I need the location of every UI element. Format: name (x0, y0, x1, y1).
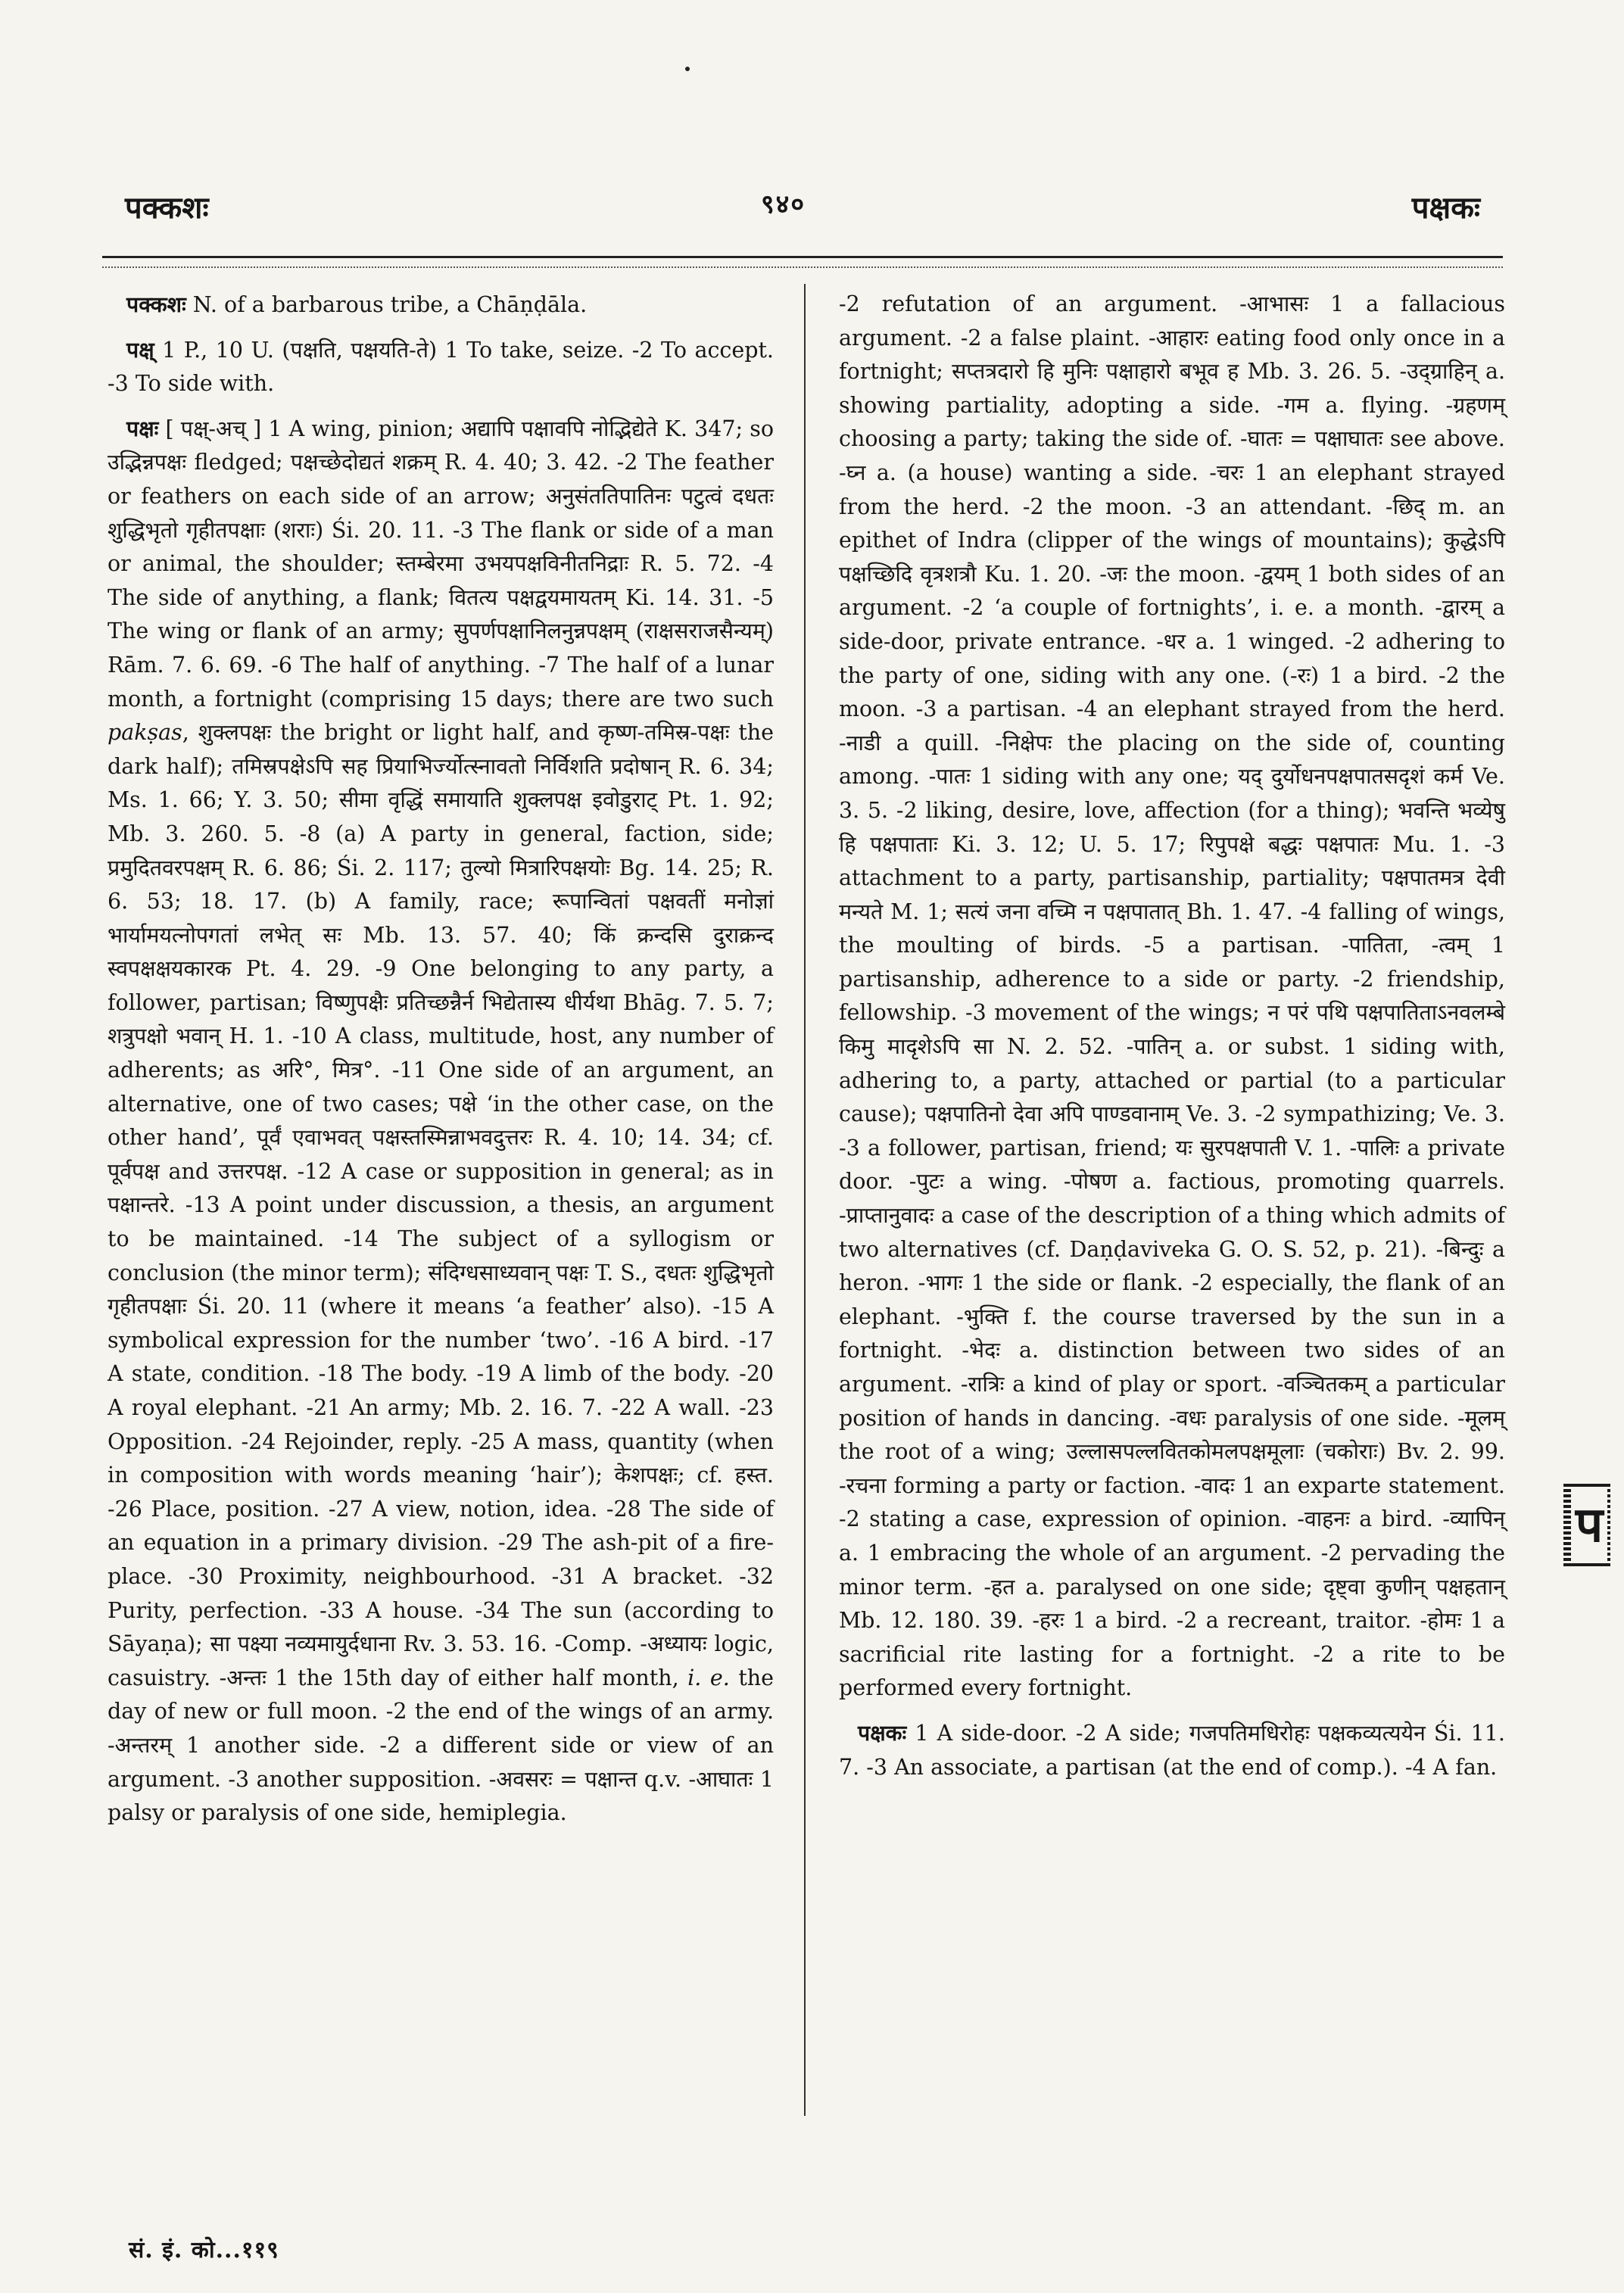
dictionary-entry (839, 1716, 1505, 1784)
header-rule (102, 256, 1503, 258)
entry-definition: 1 P., 10 U. (पक्षति, पक्षयति-ते) 1 To take, seize. -2 To accept. -3 To side with. (108, 337, 774, 397)
dictionary-entry (108, 288, 774, 322)
entry-definition: 1 A side-door. -2 A side; गजपतिमधिरोहः पक्षकव्यत्ययेन Śi. 11. 7. -3 An associate, a partisan (at the end of comp.). -4 A fan. (839, 1720, 1505, 1780)
entry-definition: [ पक्ष्-अच् ] 1 A wing, pinion; अद्यापि पक्षावपि नोद्भिद्येते K. 347; so उद्भिन्नपक्षः fledged; पक्षच्छेदोद्यतं शक्रम् R. 4. 40; 3. 42. -2 The feather or feathers on each side of an arrow; अनुसंततिपातिनः पटुत्वं दधतः शुद्धिभृतो गृहीतपक्षाः (शराः) Śi. 20. 11. -3 The flank or side of a man or animal, the shoulder; स्तम्बेरमा उभयपक्षविनीतनिद्राः R. 5. 72. -4 The side of anything, a flank; वितत्य पक्षद्वयमायतम् Ki. 14. 31. -5 The wing or flank of an army; सुपर्णपक्षानिलनुन्नपक्षम् (राक्षसराजसैन्यम्) Rām. 7. 6. 69. -6 The half of anything. -7 The half of a lunar month, a fortnight (comprising 15 days; there are two such (108, 416, 774, 712)
page-number: ९४० (761, 189, 806, 220)
entry-headword: पक्ष् (126, 336, 154, 363)
column-divider (804, 284, 806, 2116)
entry-headword: पक्षकः (858, 1719, 907, 1746)
entry-italic-abbrev: i. e. (687, 1665, 730, 1690)
header-ornament-dot (685, 67, 690, 71)
entry-definition-end: the day of new or full moon. -2 the end of the wings of an army. -अन्तरम् 1 another side. -2 a different side or view of an argument. -3 another supposition. -अवसरः = पक्षान्त q.v. -आघातः 1 palsy or paralysis of one side, hemiplegia. (108, 1665, 774, 1826)
entry-headword: पक्कशः (126, 291, 186, 317)
printer-signature-mark: सं. इं. को...११९ (129, 2237, 279, 2263)
right-running-headword: पक्षकः (1411, 190, 1480, 226)
left-column (108, 288, 774, 1830)
entry-headword: पक्षः (126, 415, 159, 441)
entry-continuation: -2 refutation of an argument. -आभासः 1 a fallacious argument. -2 a false plaint. -आहारः eating food only once in a fortnight; सप्तत्रदारो हि मुनिः पक्षाहारो बभूव ह Mb. 3. 26. 5. -उद्ग्राहिन् a. showing partiality, adopting a side. -गम a. flying. -ग्रहणम् choosing a party; taking the side of. -घातः = पक्षाघातः see above. -घ्न a. (a house) wanting a side. -चरः 1 an elephant strayed from the herd. -2 the moon. -3 an attendant. -छिद् m. an epithet of Indra (clipper of the wings of mountains); कुद्धेऽपि पक्षच्छिदि वृत्रशत्रौ Ku. 1. 20. -जः the moon. -द्वयम् 1 both sides of an argument. -2 ‘a couple of fortnights’, i. e. a month. -द्वारम् a side-door, private entrance. -धर a. 1 winged. -2 adhering to the party of one, siding with any one. (-रः) 1 a bird. -2 the moon. -3 a partisan. -4 an elephant strayed from the herd. -नाडी a quill. -निक्षेपः the placing on the side of, counting among. -पातः 1 siding with any one; यद् दुर्योधनपक्षपातसदृशं कर्म Ve. 3. 5. -2 liking, desire, love, affection (for a thing); भवन्ति भव्येषु हि पक्षपाताः Ki. 3. 12; U. 5. 17; रिपुपक्षे बद्धः पक्षपातः Mu. 1. -3 attachment to a party, partisanship, partiality; पक्षपातमत्र देवी मन्यते M. 1; सत्यं जना वच्मि न पक्षपातात् Bh. 1. 47. -4 falling of wings, the moulting of birds. -5 a partisan. -पातिता, -त्वम् 1 partisanship, adherence to a side or party. -2 friendship, fellowship. -3 movement of the wings; न परं पथि पक्षपातिताऽनवलम्बे किमु मादृशेऽपि सा N. 2. 52. -पातिन् a. or subst. 1 siding with, adhering to, a party, attached or partial (to a particular cause); पक्षपातिनो देवा अपि पाण्डवानाम् Ve. 3. -2 sympathizing; Ve. 3. -3 a follower, partisan, friend; यः सुरपक्षपाती V. 1. -पालिः a private door. -पुटः a wing. -पोषण a. factious, promoting quarrels. -प्राप्तानुवादः a case of the description of a thing which admits of two alternatives (cf. Daṇḍaviveka G. O. S. 52, p. 21). -बिन्दुः a heron. -भागः 1 the side or flank. -2 especially, the flank of an elephant. -भुक्ति f. the course traversed by the sun in a fortnight. -भेदः a. distinction between two sides of an argument. -रात्रिः a kind of play or sport. -वञ्चितकम् a particular position of hands in dancing. -वधः paralysis of one side. -मूलम् the root of a wing; उल्लासपल्लवितकोमलपक्षमूलाः (चकोराः) Bv. 2. 99. -रचना forming a party or faction. -वादः 1 an exparte statement. -2 stating a case, expression of opinion. -वाहनः a bird. -व्यापिन् a. 1 embracing the whole of an argument. -2 pervading the minor term. -हत a. paralysed on one side; दृष्ट्वा कुणीन् पक्षहतान् Mb. 12. 180. 39. -हरः 1 a bird. -2 a recreant, traitor. -होमः 1 a sacrificial rite lasting for a fortnight. -2 a rite to be performed every fortnight. (839, 291, 1505, 1701)
dictionary-entry (108, 333, 774, 401)
entry-definition-cont: , शुक्लपक्षः the bright or light half, and कृष्ण-तमिस्र-पक्षः the dark half); तमिस्रपक्षेऽपि सह प्रियाभिर्ज्योत्स्नावतो निर्विशति प्रदोषान् R. 6. 34; Ms. 1. 66; Y. 3. 50; सीमा वृद्धिं समायाति शुक्लपक्ष इवोडुराट् Pt. 1. 92; Mb. 3. 260. 5. -8 (a) A party in general, faction, side; प्रमुदितवरपक्षम् R. 6. 86; Śi. 2. 117; तुल्यो मित्रारिपक्षयोः Bg. 14. 25; R. 6. 53; 18. 17. (b) A family, race; रूपान्वितां पक्षवतीं मनोज्ञां भार्यामयत्नोपगतां लभेत् सः Mb. 13. 57. 40; किं क्रन्दसि दुराक्रन्द स्वपक्षक्षयकारक Pt. 4. 29. -9 One belonging to any party, a follower, partisan; विष्णुपक्षैः प्रतिच्छन्नैर्न भिद्येतास्य धीर्यथा Bhāg. 7. 5. 7; शत्रुपक्षो भवान् H. 1. -10 A class, multitude, host, any number of adherents; as अरि°, मित्र°. -11 One side of an argument, an alternative, one of two cases; पक्षे ‘in the other case, on the other hand’, पूर्वं एवाभवत् पक्षस्तस्मिन्नाभवदुत्तरः R. 4. 10; 14. 34; cf. पूर्वपक्ष and उत्तरपक्ष. -12 A case or supposition in general; as in पक्षान्तरे. -13 A point under discussion, a thesis, an argument to be maintained. -14 The subject of a syllogism or conclusion (the minor term); संदिग्धसाध्यवान् पक्षः T. S., दधतः शुद्धिभृतो गृहीतपक्षाः Śi. 20. 11 (where it means ‘a feather’ also). -15 A symbolical expression for the number ‘two’. -16 A bird. -17 A state, condition. -18 The body. -19 A limb of the body. -20 A royal elephant. -21 An army; Mb. 2. 16. 7. -22 A wall. -23 Opposition. -24 Rejoinder, reply. -25 A mass, quantity (when in composition with words meaning ‘hair’); केशपक्षः; cf. हस्त. -26 Place, position. -27 A view, notion, idea. -28 The side of an equation in a primary division. -29 The ash-pit of a fire-place. -30 Proximity, neighbourhood. -31 A bracket. -32 Purity, perfection. -33 A house. -34 The sun (according to Sāyaṇa); सा पक्ष्या नव्यमायुर्दधाना Rv. 3. 53. 16. -Comp. -अध्यायः logic, casuistry. -अन्तः 1 the 15th day of either half month, (108, 720, 774, 1690)
header-dotted-rule (102, 266, 1503, 268)
entry-italic-term: pakṣas (108, 720, 182, 746)
thumb-index-letter: प (1571, 1488, 1607, 1563)
right-column (839, 288, 1505, 1784)
entry-definition: N. of a barbarous tribe, a Chāṇḍāla. (185, 292, 588, 317)
running-header (102, 170, 1503, 238)
dictionary-entry (108, 412, 774, 1830)
left-running-headword: पक्कशः (125, 190, 209, 226)
